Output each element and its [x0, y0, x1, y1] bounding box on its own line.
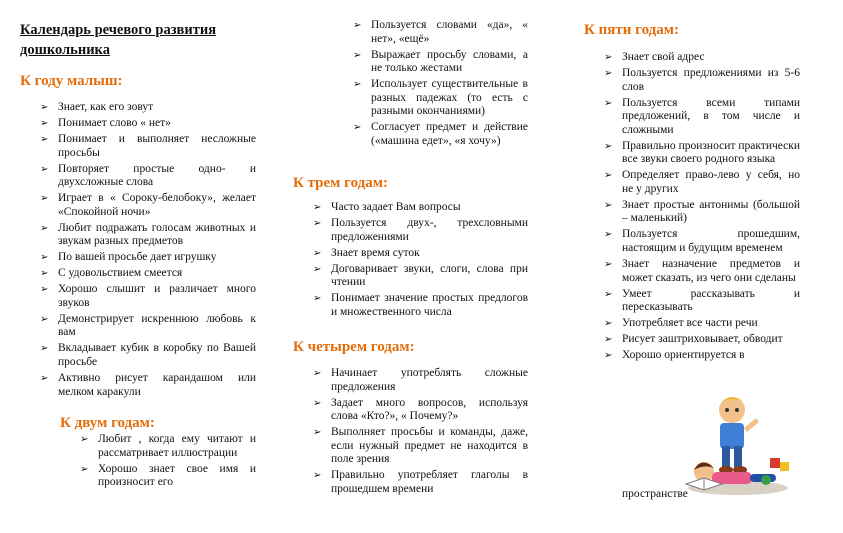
- heading-year1: К году малыш:: [20, 73, 123, 89]
- list-item: [38, 283, 256, 310]
- list-item: [602, 258, 800, 285]
- list-item: [38, 101, 256, 115]
- list-item: [311, 426, 528, 467]
- list-item: [602, 97, 800, 138]
- arrow-bullet-icon: ➢: [313, 397, 322, 409]
- list-item-text: Демонстрирует искреннюю любовь к вам: [58, 312, 256, 339]
- list-item-text: Знает время суток: [331, 246, 420, 259]
- arrow-bullet-icon: ➢: [40, 284, 49, 296]
- arrow-bullet-icon: ➢: [604, 140, 613, 152]
- arrow-bullet-icon: ➢: [353, 20, 362, 31]
- list-year4: [311, 367, 528, 499]
- list-item-text: С удовольствием смеется: [58, 267, 183, 280]
- list-item-text: Договаривает звуки, слоги, слова при чтении: [331, 262, 528, 289]
- arrow-bullet-icon: ➢: [40, 252, 49, 264]
- list-item-text: Понимает и выполняет несложные просьбы: [58, 132, 256, 159]
- arrow-bullet-icon: ➢: [80, 434, 89, 445]
- list-item: [602, 140, 800, 167]
- arrow-bullet-icon: ➢: [40, 102, 49, 113]
- heading-year2: К двум годам:: [60, 415, 155, 431]
- list-item-text: Пользуется предложениями из 5-6 слов: [622, 66, 800, 93]
- list-item: [602, 288, 800, 315]
- list-item: [311, 217, 528, 244]
- arrow-bullet-icon: ➢: [313, 202, 322, 213]
- list-item: [78, 463, 256, 490]
- list-item-text: Выражает просьбу словами, а не только жестами: [371, 48, 528, 75]
- list-item-text: Выполняет просьбы и команды, даже, если нужный предмет не находится в поле зрения: [331, 426, 528, 466]
- heading-year5: К пяти годам:: [584, 22, 679, 38]
- list-item-text: Любит , когда ему читают и рассматривает иллюстрации: [98, 433, 256, 459]
- list-item-text: Рисует заштриховывает, обводит: [622, 333, 783, 346]
- list-item-text: Начинает употреблять сложные предложения: [331, 367, 528, 393]
- list-item: [38, 117, 256, 131]
- list-item-text: Играет в « Сороку-белобоку», желает «Спокойной ночи»: [58, 192, 256, 218]
- list-item-text: Знает простые антонимы (большой – маленький): [622, 198, 800, 225]
- list-item-text: Пользуется словами «да», « нет», «ещё»: [371, 19, 528, 45]
- list-item: [351, 121, 528, 148]
- arrow-bullet-icon: ➢: [353, 122, 362, 134]
- arrow-bullet-icon: ➢: [604, 67, 613, 79]
- list-item: [38, 372, 256, 399]
- list-item-text: Правильно употребляет глаголы в прошедшем времени: [331, 469, 528, 495]
- arrow-bullet-icon: ➢: [313, 247, 322, 259]
- list-item-text: Определяет право-лево у себя, но не у других: [622, 169, 800, 195]
- list-item-text: Использует существительные в разных падежах (то есть с разными окончаниями): [371, 78, 528, 118]
- arrow-bullet-icon: ➢: [40, 343, 49, 355]
- arrow-bullet-icon: ➢: [40, 268, 49, 280]
- arrow-bullet-icon: ➢: [353, 79, 362, 91]
- continuation-word: пространстве: [622, 488, 688, 500]
- arrow-bullet-icon: ➢: [40, 313, 49, 325]
- list-item: [602, 199, 800, 226]
- list-item: [311, 397, 528, 424]
- list-item: [602, 51, 800, 65]
- arrow-bullet-icon: ➢: [604, 288, 613, 300]
- arrow-bullet-icon: ➢: [80, 463, 89, 475]
- list-item-text: Знает, как его зовут: [58, 101, 154, 113]
- list-year2: [78, 433, 256, 492]
- arrow-bullet-icon: ➢: [40, 372, 49, 384]
- list-item-text: Понимает слово « нет»: [58, 116, 171, 129]
- list-item: [38, 313, 256, 340]
- arrow-bullet-icon: ➢: [313, 427, 322, 439]
- arrow-bullet-icon: ➢: [604, 318, 613, 330]
- list-item: [38, 342, 256, 369]
- arrow-bullet-icon: ➢: [604, 350, 613, 362]
- arrow-bullet-icon: ➢: [604, 199, 613, 211]
- arrow-bullet-icon: ➢: [40, 133, 49, 145]
- arrow-bullet-icon: ➢: [313, 470, 322, 482]
- list-item-text: Часто задает Вам вопросы: [331, 201, 461, 213]
- list-item-text: Употребляет все части речи: [622, 317, 758, 330]
- list-item-text: Хорошо знает свое имя и произносит его: [98, 462, 256, 489]
- arrow-bullet-icon: ➢: [353, 49, 362, 61]
- arrow-bullet-icon: ➢: [313, 217, 322, 229]
- list-item: [311, 247, 528, 261]
- list-item: [38, 192, 256, 219]
- list-item-text: Вкладывает кубик в коробку по Вашей просьбе: [58, 342, 256, 368]
- arrow-bullet-icon: ➢: [40, 117, 49, 129]
- list-item-text: Пользуется двух-, трехсловными предложениями: [331, 216, 528, 243]
- list-item-text: Пользуется прошедшим, настоящим и будущим временем: [622, 228, 800, 255]
- arrow-bullet-icon: ➢: [604, 334, 613, 346]
- arrow-bullet-icon: ➢: [604, 259, 613, 271]
- list-item: [38, 251, 256, 265]
- list-item: [311, 292, 528, 319]
- list-item: [38, 133, 256, 160]
- list-item: [311, 263, 528, 290]
- list-item-text: Согласует предмет и действие («машина едет», «я хочу»): [371, 121, 528, 147]
- list-item-text: Правильно произносит практически все звуки своего родного языка: [622, 139, 800, 166]
- list-year2-continued: [351, 19, 528, 151]
- list-item-text: Хорошо ориентируется в: [622, 349, 745, 362]
- list-item-text: Активно рисует карандашом или мелком каракули: [58, 371, 256, 398]
- list-item-text: Знает назначение предметов и может сказать, из чего они сделаны: [622, 258, 800, 284]
- list-item-text: Хорошо слышит и различает много звуков: [58, 283, 256, 309]
- list-item-text: Задает много вопросов, используя слова «Кто?», « Почему?»: [331, 396, 528, 423]
- list-item: [38, 222, 256, 249]
- list-item: [38, 267, 256, 281]
- list-item-text: Любит подражать голосам животных и звукам разных предметов: [58, 221, 256, 248]
- heading-year4: К четырем годам:: [293, 339, 415, 355]
- list-year3: [311, 201, 528, 322]
- list-item: [602, 67, 800, 94]
- list-item: [602, 333, 800, 347]
- list-item: [38, 163, 256, 190]
- list-item: [351, 49, 528, 76]
- list-item: [602, 169, 800, 196]
- list-item: [602, 317, 800, 331]
- arrow-bullet-icon: ➢: [313, 368, 322, 379]
- arrow-bullet-icon: ➢: [313, 293, 322, 305]
- list-item-text: Пользуется всеми типами предложений, в том числе и сложными: [622, 96, 800, 136]
- list-item-text: По вашей просьбе дает игрушку: [58, 251, 217, 264]
- list-item: [602, 349, 800, 363]
- list-year5: [602, 51, 800, 365]
- arrow-bullet-icon: ➢: [604, 170, 613, 182]
- list-item: [78, 433, 256, 460]
- arrow-bullet-icon: ➢: [313, 263, 322, 275]
- arrow-bullet-icon: ➢: [604, 97, 613, 109]
- list-item-text: Знает свой адрес: [622, 51, 705, 63]
- list-item: [351, 78, 528, 119]
- list-item-text: Умеет рассказывать и пересказывать: [622, 287, 800, 314]
- arrow-bullet-icon: ➢: [40, 163, 49, 175]
- arrow-bullet-icon: ➢: [604, 52, 613, 63]
- list-item: [351, 19, 528, 46]
- arrow-bullet-icon: ➢: [40, 193, 49, 205]
- list-item: [311, 201, 528, 215]
- list-item-text: Понимает значение простых предлогов и множественного числа: [331, 292, 528, 318]
- page-title: Календарь речевого развития дошкольника: [20, 22, 217, 58]
- children-reading-icon: [682, 388, 794, 498]
- list-item: [602, 228, 800, 255]
- heading-year3: К трем годам:: [293, 175, 388, 191]
- list-item-text: Повторяет простые одно- и двухсложные слова: [58, 162, 256, 189]
- list-year1: [38, 101, 256, 402]
- arrow-bullet-icon: ➢: [604, 229, 613, 241]
- arrow-bullet-icon: ➢: [40, 222, 49, 234]
- list-item: [311, 367, 528, 394]
- list-item: [311, 469, 528, 496]
